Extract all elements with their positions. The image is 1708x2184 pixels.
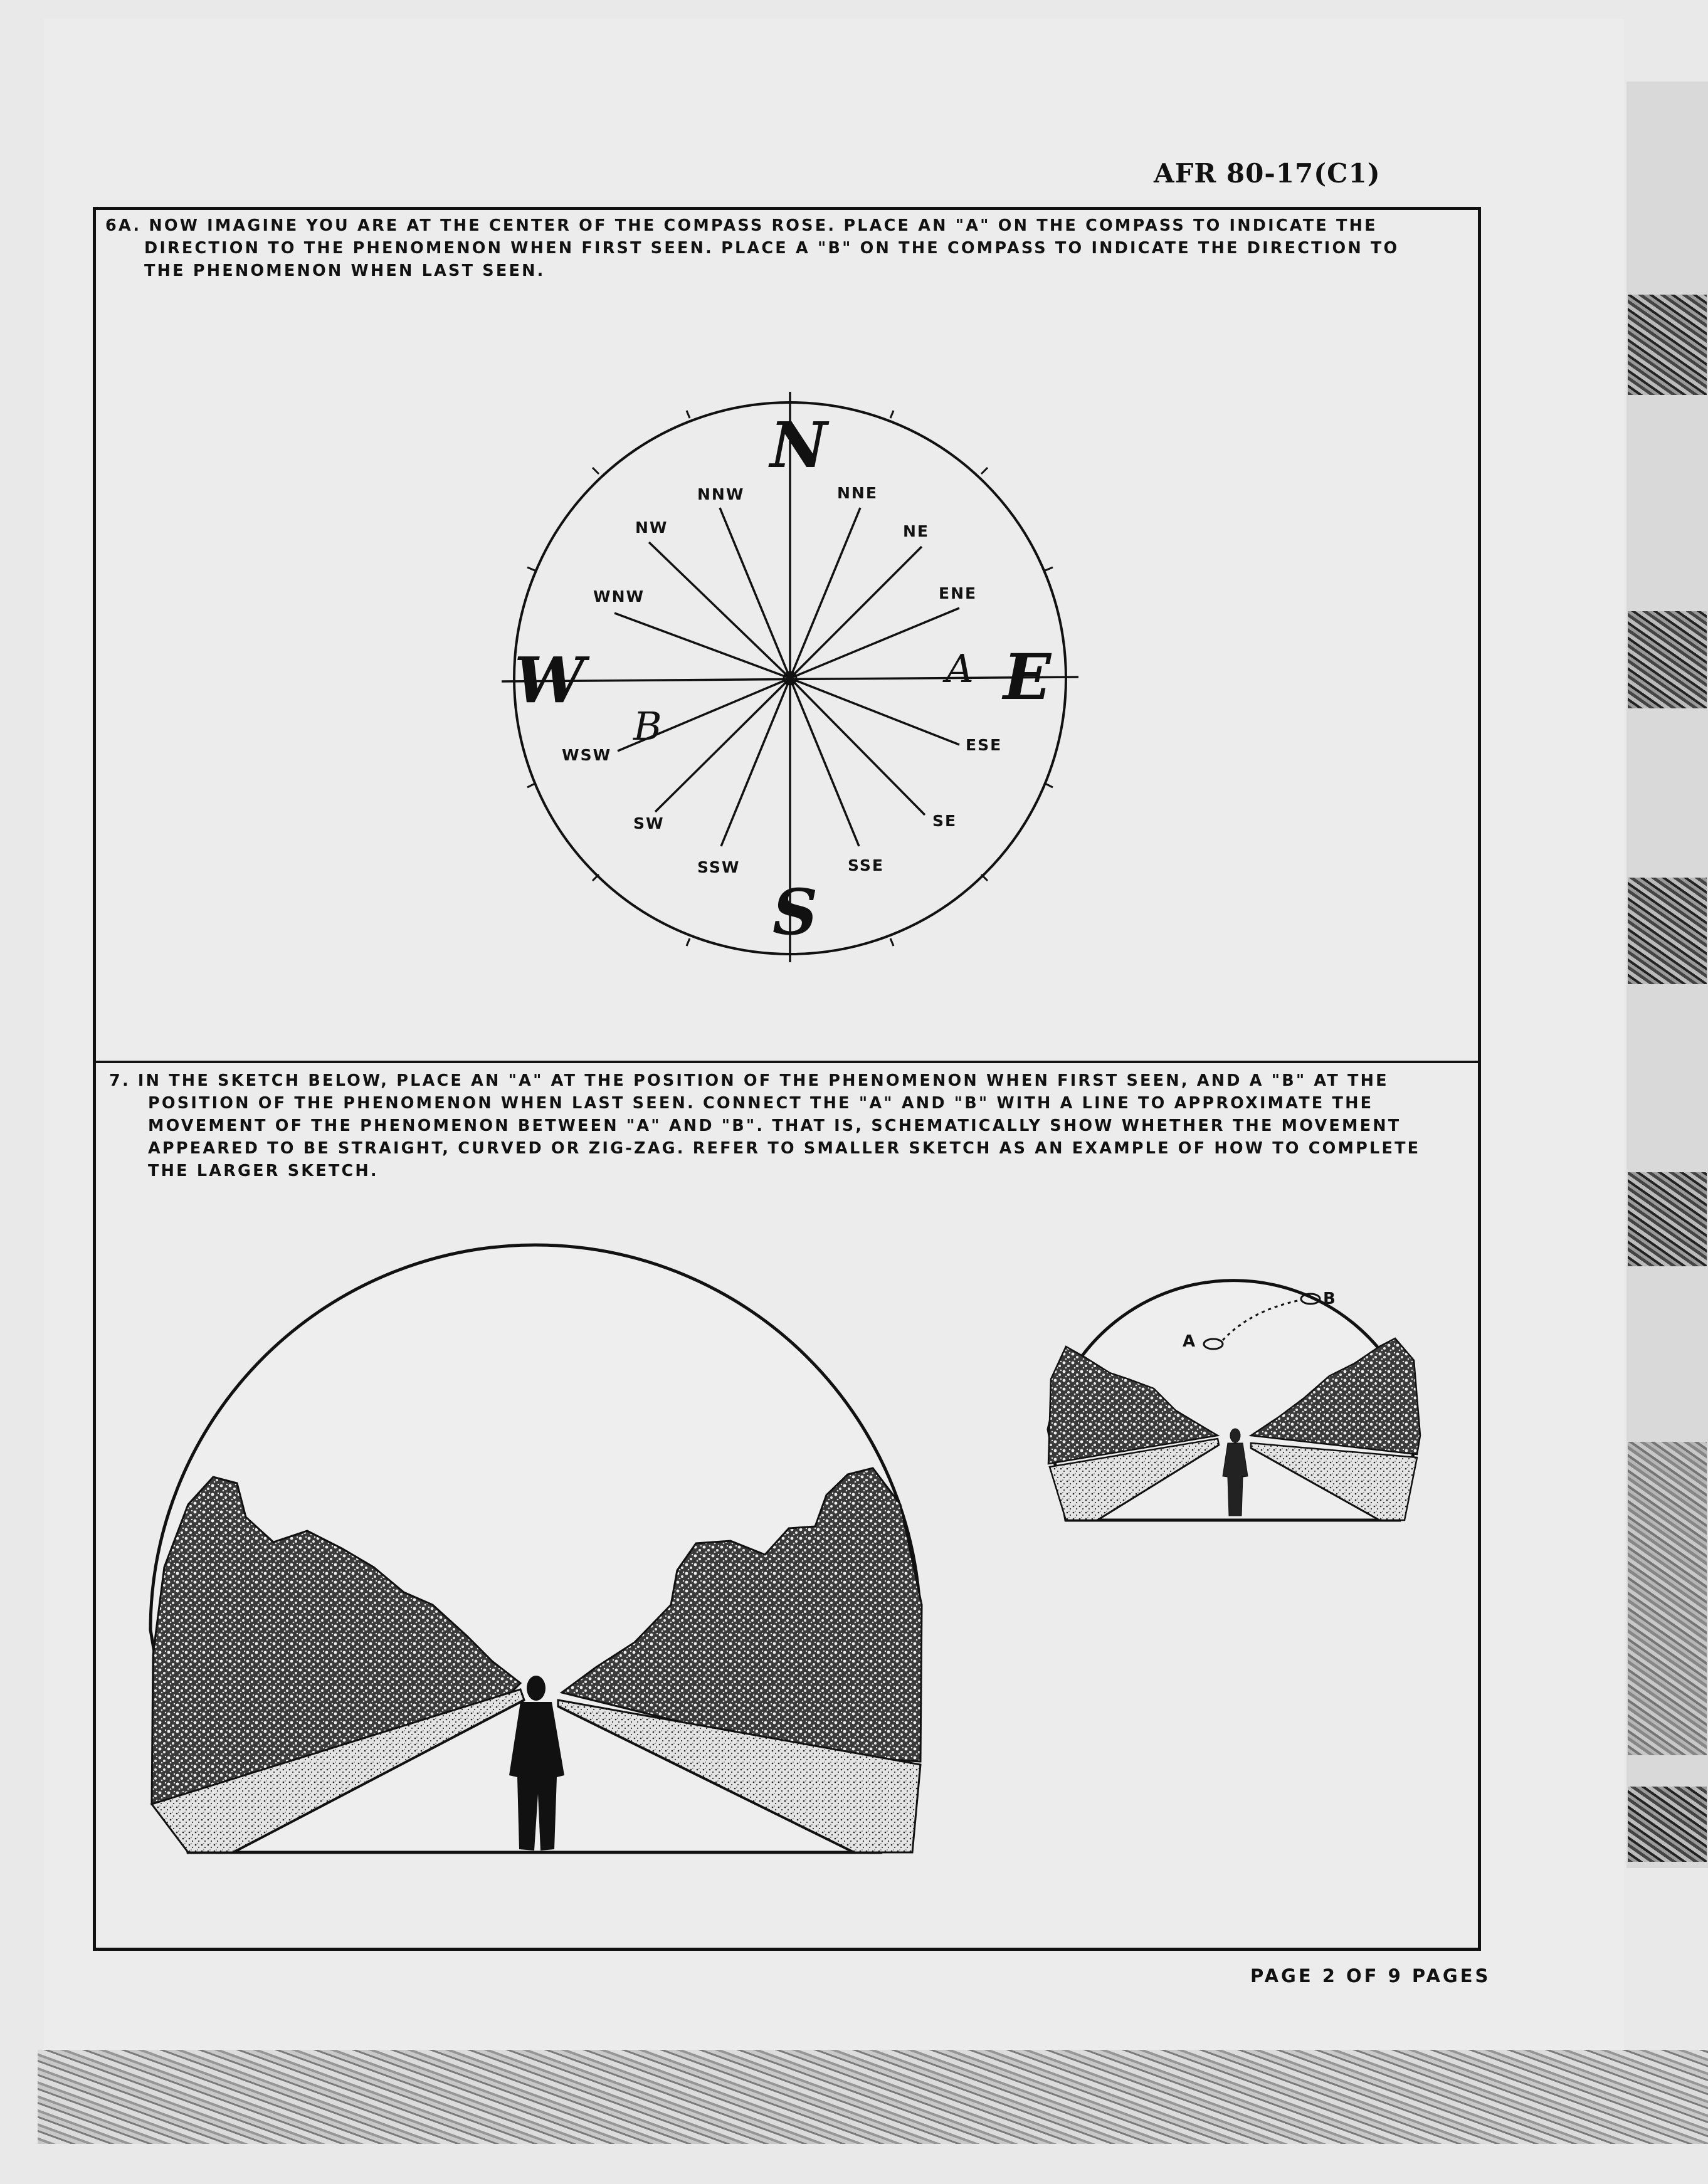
compass-ssw-label: SSW — [697, 858, 741, 876]
page-number: PAGE 2 OF 9 PAGES — [1250, 1965, 1491, 1987]
compass-nne-label: NNE — [837, 484, 878, 502]
compass-ne-label: NE — [903, 522, 930, 540]
form-identifier: AFR 80-17(C1) — [1154, 158, 1381, 189]
compass-east-label: E — [1003, 640, 1052, 714]
question-7-line: APPEARED TO BE STRAIGHT, CURVED OR ZIG-ZAG. REFER TO SMALLER SKETCH AS AN EXAMPLE OF HOW TO COMPLETE — [148, 1139, 1421, 1158]
example-label-b: B — [1323, 1289, 1336, 1308]
compass-south-label: S — [772, 875, 818, 949]
question-6a-line: 6A. NOW IMAGINE YOU ARE AT THE CENTER OF THE COMPASS ROSE. PLACE AN "A" ON THE COMPASS TO INDICATE THE — [105, 216, 1378, 235]
compass-sse-label: SSE — [848, 856, 884, 874]
compass-north-label: N — [770, 408, 828, 482]
question-6a-line: THE PHENOMENON WHEN LAST SEEN. — [144, 261, 546, 280]
example-label-a: A — [1183, 1332, 1196, 1351]
handwritten-mark-a: A — [946, 646, 974, 691]
compass-ese-label: ESE — [966, 736, 1003, 754]
handwritten-mark-b: B — [633, 703, 662, 749]
compass-wsw-label: WSW — [562, 746, 612, 764]
compass-wnw-label: WNW — [593, 587, 645, 606]
question-7-line: THE LARGER SKETCH. — [148, 1162, 379, 1180]
compass-nw-label: NW — [635, 518, 668, 537]
compass-ene-label: ENE — [939, 584, 978, 602]
question-7-line: MOVEMENT OF THE PHENOMENON BETWEEN "A" AND "B". THAT IS, SCHEMATICALLY SHOW WHETHER THE MOVEMENT — [148, 1116, 1401, 1135]
question-6a-line: DIRECTION TO THE PHENOMENON WHEN FIRST SEEN. PLACE A "B" ON THE COMPASS TO INDICATE THE DIRECTION TO — [144, 239, 1400, 258]
compass-nnw-label: NNW — [697, 485, 745, 503]
question-7-line: POSITION OF THE PHENOMENON WHEN LAST SEEN. CONNECT THE "A" AND "B" WITH A LINE TO APPROXIMATE THE — [148, 1094, 1374, 1113]
compass-se-label: SE — [932, 812, 957, 830]
question-7-line: 7. IN THE SKETCH BELOW, PLACE AN "A" AT THE POSITION OF THE PHENOMENON WHEN FIRST SEEN, AND A "B" AT THE — [109, 1071, 1389, 1090]
compass-west-label: W — [514, 643, 585, 717]
compass-sw-label: SW — [633, 814, 665, 832]
